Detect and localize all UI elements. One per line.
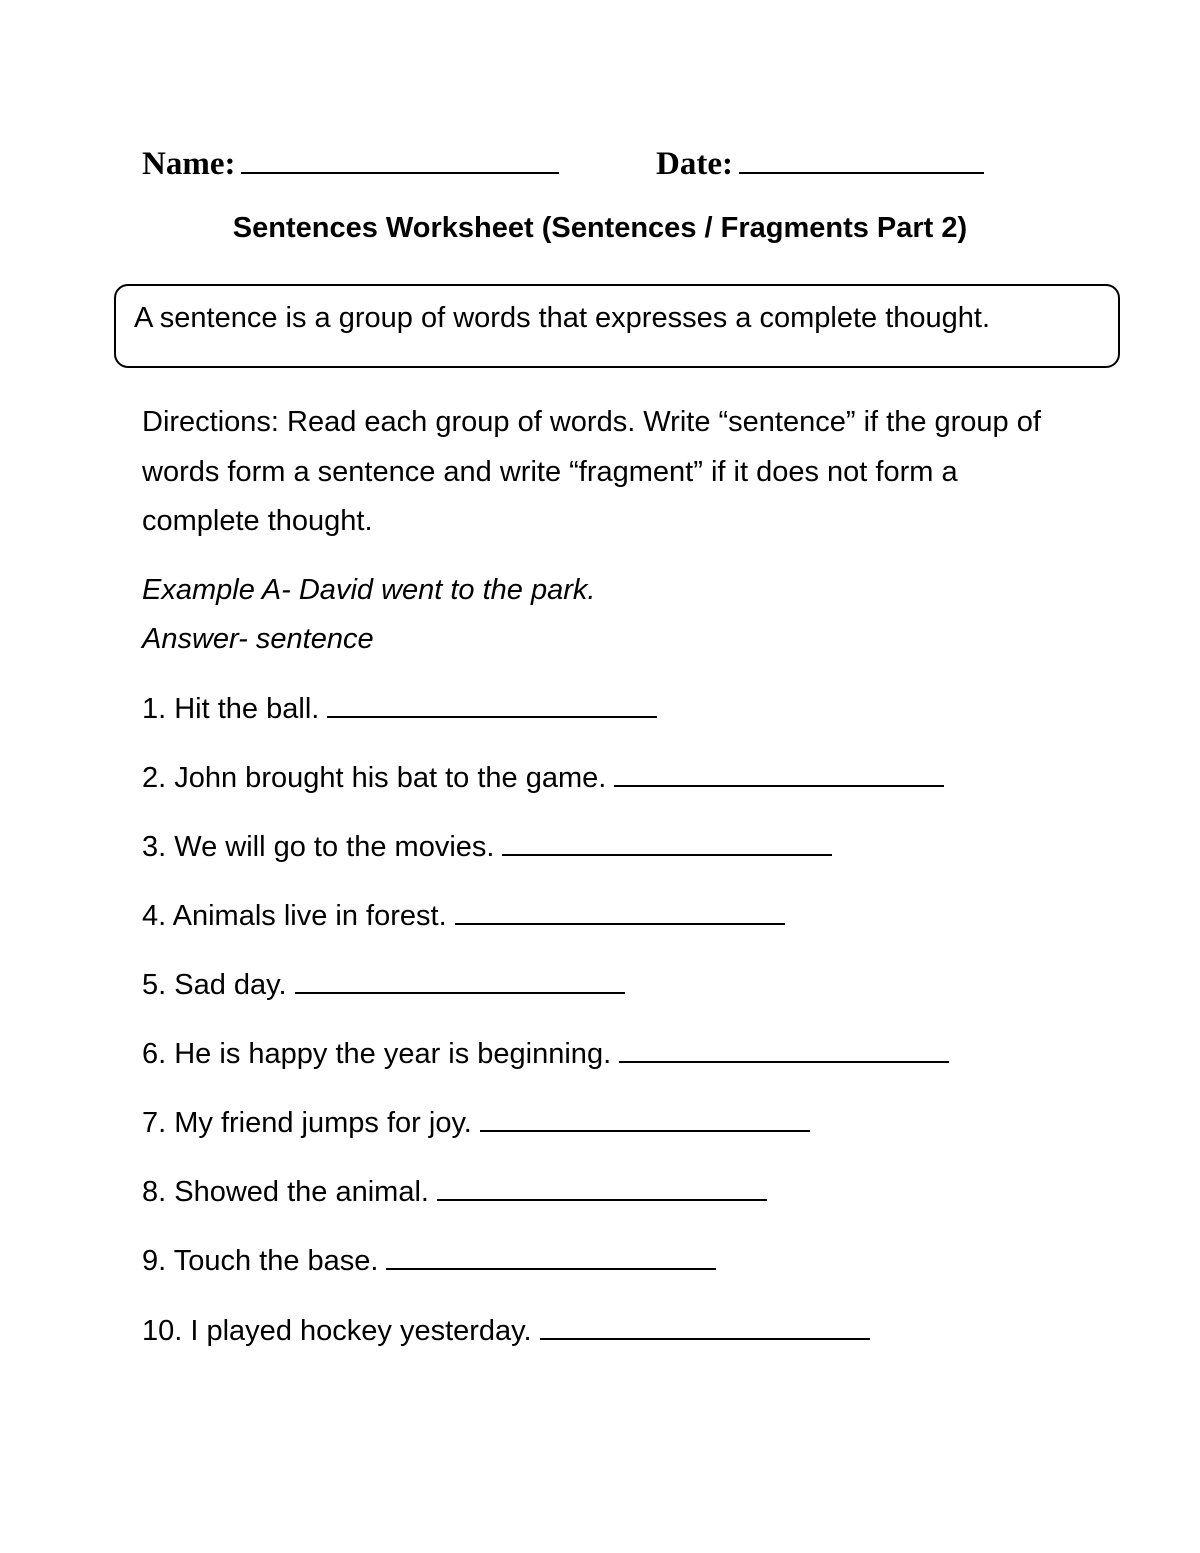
- question-item: [142, 895, 785, 933]
- date-blank[interactable]: [739, 140, 984, 174]
- answer-blank[interactable]: [295, 964, 625, 994]
- question-text: 7. My friend jumps for joy.: [142, 1107, 472, 1139]
- date-label: Date:: [656, 146, 733, 182]
- question-item: [142, 1102, 810, 1140]
- answer-blank[interactable]: [455, 895, 785, 925]
- question-text: 4. Animals live in forest.: [142, 900, 447, 932]
- question-text: 5. Sad day.: [142, 969, 287, 1001]
- definition-text: A sentence is a group of words that expresses a complete thought.: [134, 302, 991, 334]
- question-text: 8. Showed the animal.: [142, 1176, 429, 1208]
- answer-blank[interactable]: [619, 1033, 949, 1063]
- answer-blank[interactable]: [540, 1310, 870, 1340]
- example-block: [142, 566, 595, 664]
- answer-blank[interactable]: [502, 826, 832, 856]
- question-text: 6. He is happy the year is beginning.: [142, 1038, 612, 1070]
- question-text: 1. Hit the ball.: [142, 693, 320, 725]
- directions-text: Directions: Read each group of words. Write “sentence” if the group of words form a sentence and write “fragment” if it does not form a complete thought.: [142, 406, 1041, 537]
- question-item: [142, 1171, 767, 1209]
- question-item: [142, 826, 832, 864]
- answer-blank[interactable]: [327, 688, 657, 718]
- question-text: 9. Touch the base.: [142, 1245, 379, 1277]
- question-text: 2. John brought his bat to the game.: [142, 762, 607, 794]
- example-prompt: Example A- David went to the park.: [142, 574, 596, 606]
- name-blank[interactable]: [241, 140, 559, 174]
- header-row: [142, 140, 1042, 184]
- question-text: 3. We will go to the movies.: [142, 831, 495, 863]
- worksheet-title: Sentences Worksheet (Sentences / Fragments Part 2): [232, 212, 968, 244]
- name-label: Name:: [142, 146, 236, 182]
- date-field: [656, 140, 984, 183]
- question-item: [142, 1033, 949, 1071]
- answer-blank[interactable]: [437, 1171, 767, 1201]
- answer-blank[interactable]: [614, 757, 944, 787]
- question-item: [142, 1240, 716, 1278]
- question-item: [142, 1310, 870, 1348]
- answer-blank[interactable]: [480, 1102, 810, 1132]
- question-item: [142, 964, 625, 1002]
- definition-box: [114, 284, 1120, 368]
- question-item: [142, 688, 657, 726]
- name-field: [142, 140, 559, 183]
- answer-blank[interactable]: [386, 1240, 716, 1270]
- example-answer: Answer- sentence: [142, 623, 374, 655]
- question-text: 10. I played hockey yesterday.: [142, 1315, 532, 1347]
- question-item: [142, 757, 944, 795]
